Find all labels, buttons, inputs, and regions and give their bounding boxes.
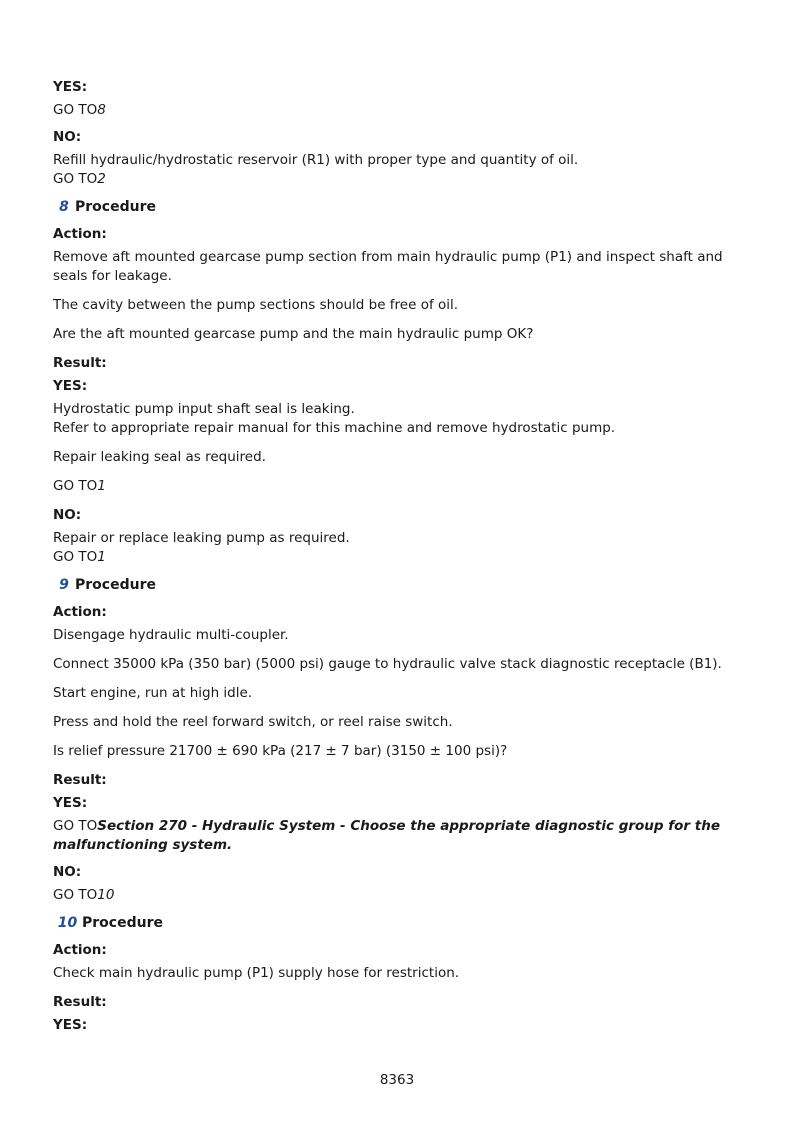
goto-step-link[interactable]: 8 — [97, 102, 106, 118]
goto-step-link[interactable]: 10 — [97, 887, 115, 903]
action-label: Action: — [53, 226, 107, 242]
action-text: Is relief pressure 21700 ± 690 kPa (217 ± 7 bar) (3150 ± 100 psi)? — [53, 743, 508, 759]
action-text: Disengage hydraulic multi-coupler. — [53, 627, 289, 643]
action-text: Press and hold the reel forward switch, or reel raise switch. — [53, 714, 453, 730]
goto-line — [53, 817, 733, 855]
procedure-number: 8 — [59, 199, 69, 215]
action-text: Connect 35000 kPa (350 bar) (5000 psi) gauge to hydraulic valve stack diagnostic receptacle (B1). — [53, 656, 722, 672]
action-text: Check main hydraulic pump (P1) supply hose for restriction. — [53, 965, 460, 981]
goto-line — [53, 170, 733, 189]
goto-prefix: GO TO — [53, 549, 98, 565]
goto-step-link[interactable]: 2 — [97, 171, 106, 187]
no-label: NO: — [53, 507, 82, 523]
no-label: NO: — [53, 864, 82, 880]
procedure-number: 10 — [57, 915, 78, 931]
action-text: Are the aft mounted gearcase pump and the main hydraulic pump OK? — [53, 326, 534, 342]
goto-line — [53, 477, 733, 496]
yes-text: Hydrostatic pump input shaft seal is leaking. — [53, 401, 355, 417]
yes-label: YES: — [53, 378, 88, 394]
action-text: Remove aft mounted gearcase pump section from main hydraulic pump (P1) and inspect shaft and seals for leakage. — [53, 249, 723, 284]
goto-prefix: GO TO — [53, 102, 98, 118]
result-label: Result: — [53, 994, 107, 1010]
goto-section-link[interactable]: Section 270 - Hydraulic System - Choose the appropriate diagnostic group for the malfunctioning system. — [53, 818, 721, 853]
goto-step-link[interactable]: 1 — [97, 549, 106, 565]
action-label: Action: — [53, 942, 107, 958]
page-number: 8363 — [379, 1072, 415, 1088]
goto-line — [53, 101, 733, 120]
action-label: Action: — [53, 604, 107, 620]
yes-text: Refer to appropriate repair manual for this machine and remove hydrostatic pump. — [53, 420, 616, 436]
action-text: The cavity between the pump sections should be free of oil. — [53, 297, 459, 313]
procedure-title: Procedure — [75, 577, 156, 593]
yes-label: YES: — [53, 1017, 88, 1033]
result-label: Result: — [53, 355, 107, 371]
goto-prefix: GO TO — [53, 478, 98, 494]
yes-text: Repair leaking seal as required. — [53, 449, 266, 465]
action-text: Start engine, run at high idle. — [53, 685, 253, 701]
goto-prefix: GO TO — [53, 818, 98, 834]
yes-label: YES: — [53, 79, 88, 95]
procedure-heading — [53, 197, 733, 217]
document-body — [53, 78, 733, 1035]
procedure-heading — [53, 913, 733, 933]
procedure-title: Procedure — [75, 199, 156, 215]
procedure-number: 9 — [59, 577, 69, 593]
no-text: Repair or replace leaking pump as required. — [53, 530, 350, 546]
no-label: NO: — [53, 129, 82, 145]
goto-prefix: GO TO — [53, 887, 98, 903]
goto-prefix: GO TO — [53, 171, 98, 187]
goto-step-link[interactable]: 1 — [97, 478, 106, 494]
yes-label: YES: — [53, 795, 88, 811]
result-label: Result: — [53, 772, 107, 788]
procedure-title: Procedure — [82, 915, 163, 931]
goto-line — [53, 886, 733, 905]
procedure-heading — [53, 575, 733, 595]
goto-line — [53, 548, 733, 567]
no-text: Refill hydraulic/hydrostatic reservoir (R1) with proper type and quantity of oil. — [53, 152, 579, 168]
